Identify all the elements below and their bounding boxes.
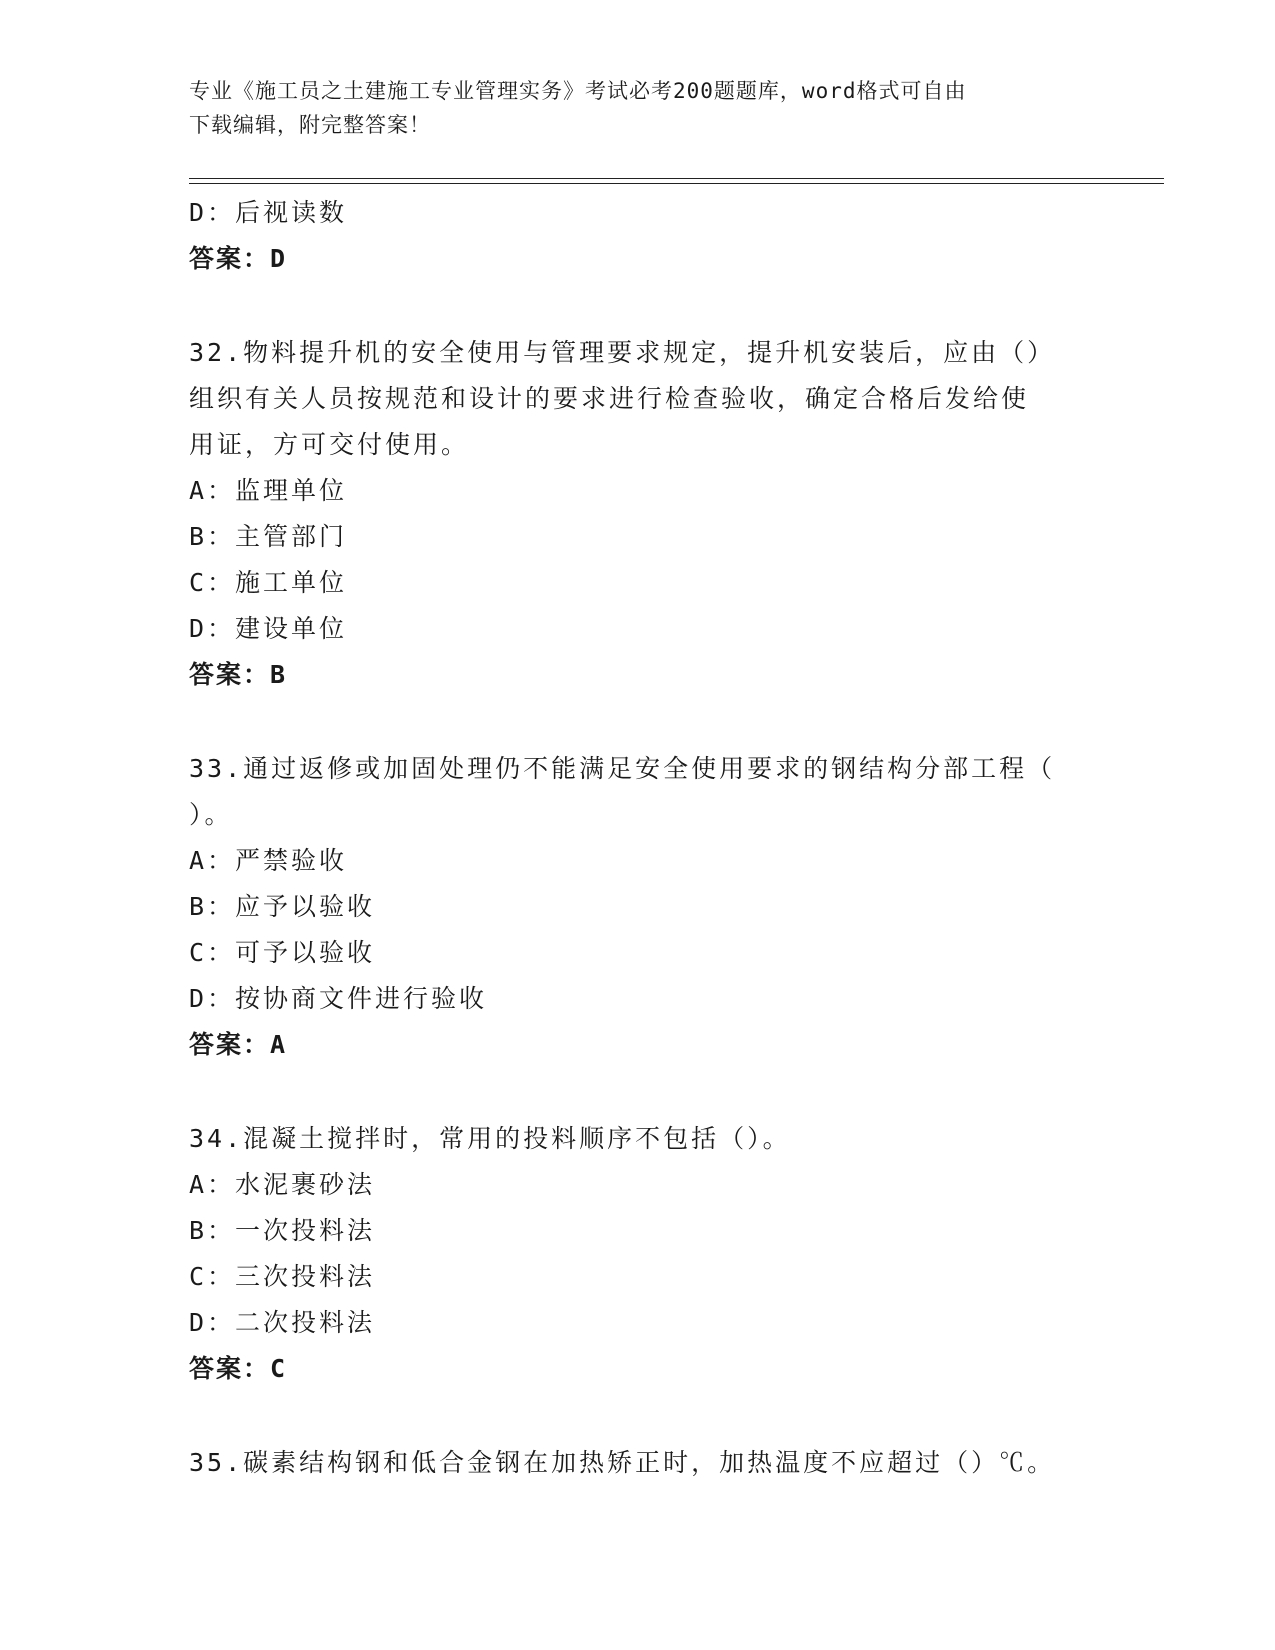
question-text-line: 用证，方可交付使用。 [189,430,470,459]
question-text-line: 33.通过返修或加固处理仍不能满足安全使用要求的钢结构分部工程（ [189,754,1056,783]
question-text-line: 35.碳素结构钢和低合金钢在加热矫正时，加热温度不应超过（）℃。 [189,1448,1056,1477]
answer-line: 答案：A [189,1030,288,1059]
header-rule-top [189,178,1164,179]
question-text-line: 组织有关人员按规范和设计的要求进行检查验收，确定合格后发给使 [189,384,1030,413]
question-34 [189,1116,1079,1392]
question-text-line: 34.混凝土搅拌时，常用的投料顺序不包括（）。 [189,1124,791,1153]
option-a: A：水泥裹砂法 [189,1170,376,1199]
question-text-line: ）。 [189,800,233,829]
option-d: D：后视读数 [189,198,348,227]
answer-line: 答案：B [189,660,288,689]
option-d: D：建设单位 [189,614,348,643]
spacer [189,1392,1079,1440]
option-b: B：主管部门 [189,522,348,551]
question-text-line: 32.物料提升机的安全使用与管理要求规定，提升机安装后，应由（） [189,338,1056,367]
question-list [189,190,1079,1486]
spacer [189,282,1079,330]
option-c: C：施工单位 [189,568,348,597]
option-c: C：三次投料法 [189,1262,376,1291]
answer-line: 答案：D [189,244,288,273]
header-title-line-1: 专业《施工员之土建施工专业管理实务》考试必考200题题库，word格式可自由 [189,79,967,103]
option-b: B：一次投料法 [189,1216,376,1245]
header-title-line-2: 下载编辑，附完整答案！ [189,113,431,137]
question-32 [189,330,1079,698]
spacer [189,698,1079,746]
question-35 [189,1440,1079,1486]
question-33 [189,746,1079,1068]
option-c: C：可予以验收 [189,938,376,967]
option-b: B：应予以验收 [189,892,376,921]
option-a: A：严禁验收 [189,846,348,875]
document-header [189,74,1079,142]
spacer [189,1068,1079,1116]
option-d: D：二次投料法 [189,1308,376,1337]
option-a: A：监理单位 [189,476,348,505]
option-d: D：按协商文件进行验收 [189,984,488,1013]
header-rule-bottom [189,183,1164,184]
answer-line: 答案：C [189,1354,288,1383]
